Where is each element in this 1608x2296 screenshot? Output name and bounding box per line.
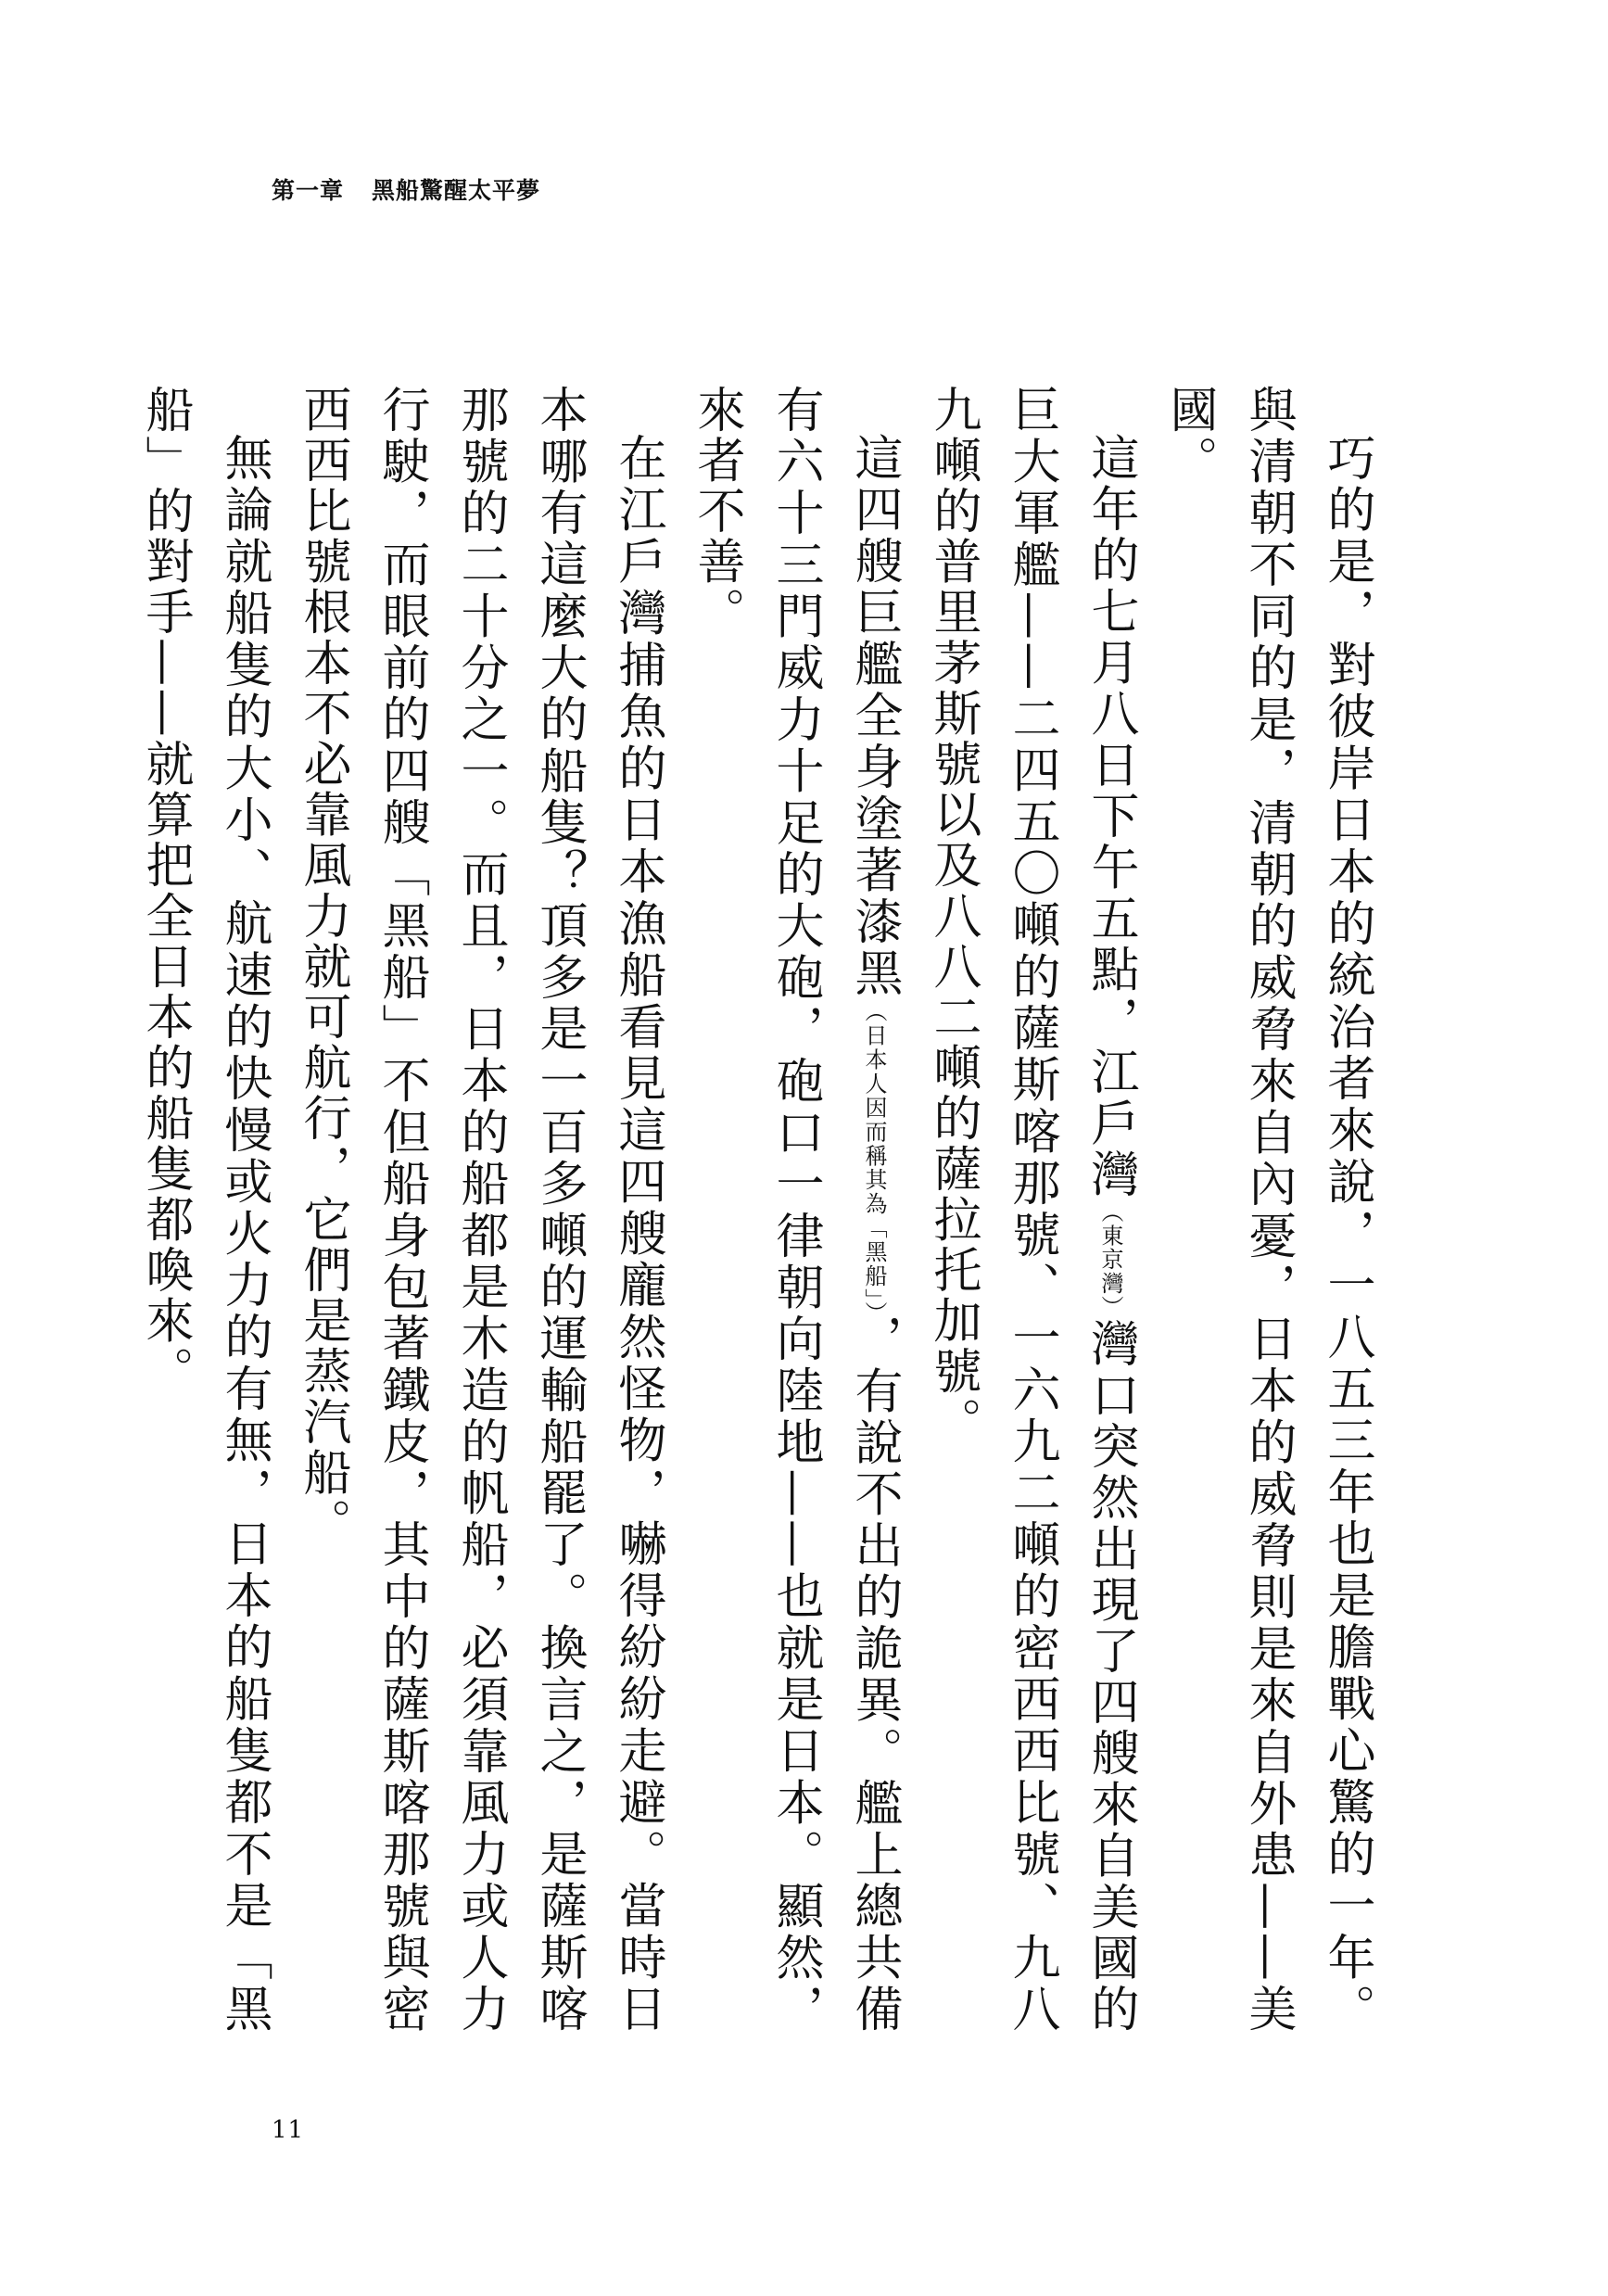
paragraph-3-text-1: 這四艘巨艦全身塗著漆黑 (846, 433, 902, 1000)
paragraph-4-text-1: 在江戶灣捕魚的日本漁船看見這四艘龐然怪物，嚇得紛紛走避。當時日本哪有這麼大的船隻？頂多是一百多噸的運輸船罷了。換言之，是薩斯喀那號的二十分之一。而且，日本的船都是木造的帆船，必須靠風力或人力行駛，而眼前的四艘「黑船」不但船身包著鐵皮，其中的薩斯喀那號與密西西比號根本不必靠風力就可航行，它們是蒸汽船。 (295, 385, 665, 2035)
paragraph-2-inline-note: （東京灣） (1097, 1199, 1123, 1319)
chapter-number: 第一章 (272, 177, 345, 204)
paragraph-4 (283, 385, 677, 2035)
chapter-title: 黑船驚醒太平夢 (372, 177, 541, 204)
paragraph-2-text-2: 灣口突然出現了四艘來自美國的巨大軍艦——二四五〇噸的薩斯喀那號、一六九二噸的密西西比號、九八九噸的普里茅斯號以及八八二噸的薩拉托加號。 (925, 385, 1138, 2035)
paragraph-2-text-1: 這年的七月八日下午五點，江戶灣 (1083, 433, 1138, 1200)
paragraph-5-text-1: 無論就船隻的大小、航速的快慢或火力的有無，日本的船隻都不是「黑船」的對手——就算把全日本的船隻都喚來。 (137, 385, 272, 2035)
vertical-body-text (137, 385, 1386, 2036)
paragraph-3 (677, 385, 913, 2035)
page-number: 11 (272, 2116, 305, 2144)
paragraph-5 (125, 385, 283, 2035)
paragraph-3-inline-note: （日本人因而稱其為「黑船」） (861, 999, 887, 1314)
paragraph-3-text-2: ，有說不出的詭異。艦上總共備有六十三門威力十足的大砲，砲口一律朝向陸地——也就是日本。顯然，來者不善。 (689, 385, 902, 2036)
paragraph-1-text-1: 巧的是，對彼岸日本的統治者來說，一八五三年也是膽戰心驚的一年。與清朝不同的是，清朝的威脅來自內憂，日本的威脅則是來自外患——美國。 (1161, 385, 1374, 2035)
running-header (272, 172, 540, 206)
paragraph-2 (913, 385, 1149, 2035)
paragraph-1 (1149, 385, 1386, 2035)
